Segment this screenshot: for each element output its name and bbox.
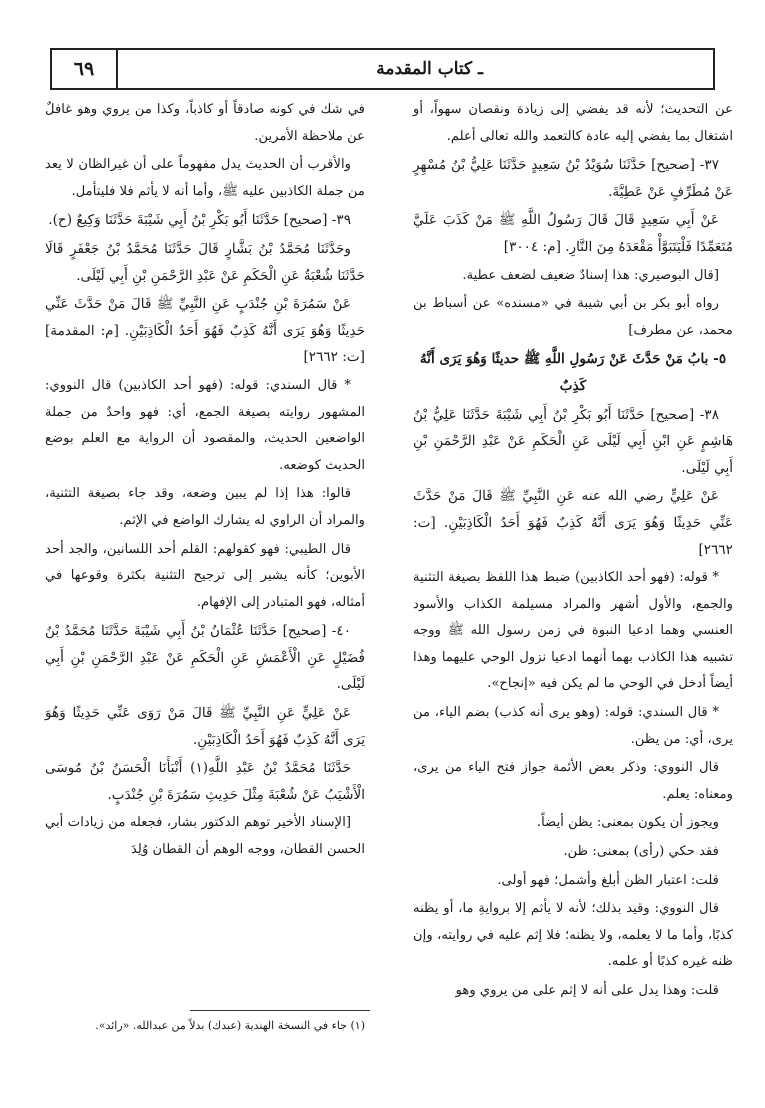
paragraph: قلت: وهذا يدل على أنه لا إثم على من يروي وهو bbox=[455, 983, 719, 998]
chapter-heading: ٥- بابُ مَنْ حَدَّثَ عَنْ رَسُولِ اللَّهِ ﷺ حديثًا وَهُوَ يَرَى أَنَّهُ كَذِبٌ bbox=[419, 351, 727, 394]
hadith-isnad: ٣٨- [صحيح] حَدَّثَنَا أَبُو بَكْرِ بْنُ أَبِي شَيْبَةَ حَدَّثَنَا عَلِيُّ بْنُ هَاشِمٍ عَنِ ابْنِ أَبِي لَيْلَى عَنِ الْحَكَمِ عَنْ عَبْدِ الرَّحْمَنِ بْنِ أَبِي لَيْلَى. bbox=[413, 406, 733, 476]
paragraph: [قال البوصيري: هذا إسنادٌ ضعيف لضعف عطية. bbox=[462, 267, 719, 283]
paragraph: عن التحديث؛ لأنه قد يفضي إلى زيادة ونقصان سهواً، أو اشتغال بما يفضي إليه عادة كالتعمد والله تعالى أعلم. bbox=[413, 102, 733, 144]
hadith-matn: عَنْ أَبِي سَعِيدٍ قَالَ قَالَ رَسُولُ اللَّهِ ﷺ مَنْ كَذَبَ عَلَيَّ مُتَعَمِّدًا فَلْيَتَبَوَّأْ مَقْعَدَهُ مِنَ النَّارِ. [م: ٣٠٠٤] bbox=[413, 212, 733, 255]
hadith-isnad: وحَدَّثَنَا مُحَمَّدُ بْنُ بَشَّارٍ قَالَ حَدَّثَنَا مُحَمَّدُ بْنُ جَعْفَرٍ قَالَا حَدَّثَنَا شُعْبَةُ عَنِ الْحَكَمِ عَنْ عَبْدِ الرَّحْمَنِ بْنِ أَبِي لَيْلَى. bbox=[45, 240, 365, 284]
header-divider bbox=[116, 50, 118, 88]
book-title: ـ كتاب المقدمة bbox=[376, 59, 483, 79]
paragraph: قلت: اعتبار الظن أبلغ وأشمل؛ فهو أولى. bbox=[497, 872, 719, 888]
paragraph: قال النووي: وذكر بعض الأئمة جواز فتح الياء من يرى، ومعناه: يعلم. bbox=[413, 760, 733, 802]
paragraph: قالوا: هذا إذا لم يبين وضعه، وقد جاء بصيغة التثنية، والمراد أن الراوي له يشارك الواضع في الإثم. bbox=[45, 486, 365, 528]
hadith-matn: عَنْ عَلِيٍّ رضي الله عنه عَنِ النَّبِيِّ ﷺ قَالَ مَنْ حَدَّثَ عَنِّي حَدِيثًا وَهُوَ يَرَى أَنَّهُ كَذِبٌ فَهُوَ أَحَدُ الْكَاذِبَيْنِ. [ت: ٢٦٦٢] bbox=[413, 488, 733, 558]
hadith-isnad: ٣٧- [صحيح] حَدَّثَنَا سُوَيْدُ بْنُ سَعِيدٍ حَدَّثَنَا عَلِيُّ بْنُ مُسْهِرٍ عَنْ مُطَرِّفٍ عَنْ عَطِيَّةَ. bbox=[413, 157, 733, 200]
footnote-rule bbox=[190, 1010, 370, 1011]
page-number: ٦٩ bbox=[73, 58, 95, 80]
paragraph: ويجوز أن يكون بمعنى: يظن أيضاً. bbox=[536, 815, 719, 831]
paragraph: والأقرب أن الحديث يدل مفهوماً على أن غيرالظان لا يعد من جملة الكاذبين عليه ﷺ، وأما أنه لا يأثم فلا فليتأمل. bbox=[45, 157, 365, 199]
commentary: * قال السندي: قوله: (فهو أحد الكاذبين) قال النووي: المشهور روايته بصيغة الجمع، أي: فهو واحدٌ من جملة الواضعين الحديث، والمقصود أن الرواية مع العلم بوضع الحديث كوضعه. bbox=[45, 377, 365, 473]
commentary: * قوله: (فهو أحد الكاذبين) ضبط هذا اللفظ بصيغة التثنية والجمع، والأول أشهر والمراد مسيلمة الكذاب والأسود العنسي وهما ادعيا النبوة في زمن رسول الله ﷺ ووجه تشبيه هذا الكاذب بهما أنهما ادعيا نزول الوحي عليهما وهذا أيضاً أدخل في الوحي ما لم يكن فيه «إنجاح». bbox=[413, 570, 733, 692]
hadith-isnad: ٣٩- [صحيح] حَدَّثَنَا أَبُو بَكْرِ بْنُ أَبِي شَيْبَةَ حَدَّثَنَا وَكِيعٌ (ح). bbox=[48, 212, 351, 229]
paragraph: رواه أبو بكر بن أبي شيبة في «مسنده» عن أسباط بن محمد، عن مطرف] bbox=[413, 296, 733, 338]
hadith-matn: عَنْ سَمُرَةَ بْنِ جُنْدَبٍ عَنِ النَّبِيِّ ﷺ قَالَ مَنْ حَدَّثَ عَنِّي حَدِيثًا وَهُوَ يَرَى أَنَّهُ كَذِبٌ فَهُوَ أَحَدُ الْكَاذِبَيْنِ. [م: المقدمة] [ت: ٢٦٦٢] bbox=[45, 296, 365, 366]
paragraph: فقد حكي (رأى) بمعنى: ظن. bbox=[563, 844, 719, 860]
hadith-isnad: حَدَّثَنَا مُحَمَّدُ بْنُ عَبْدِ اللَّهِ(١) أَنْبَأَنَا الْحَسَنُ بْنُ مُوسَى الْأَشْيَبُ عَنْ شُعْبَةَ مِثْلَ حَدِيثِ سَمُرَةَ بْنِ جُنْدَبٍ. bbox=[45, 760, 365, 803]
paragraph: قال الطيبي: فهو كقولهم: القلم أحد اللسانين، والجد أحد الأبوين؛ كأنه يشير إلى ترجيح التثنية بكثرة وقوعها في أمثاله، فهو المتبادر إلى الإفهام. bbox=[45, 541, 365, 610]
hadith-matn: عَنْ عَلِيٍّ عَنِ النَّبِيِّ ﷺ قَالَ مَنْ رَوَى عَنِّي حَدِيثًا وَهُوَ يَرَى أَنَّهُ كَذِبٌ فَهُوَ أَحَدُ الْكَاذِبَيْنِ. bbox=[45, 705, 365, 748]
paragraph: [الإسناد الأخير توهم الدكتور بشار، فجعله من زيادات أبي الحسن القطان، ووجه الوهم أن القطان وُلِدَ bbox=[45, 815, 365, 858]
page-header bbox=[50, 48, 715, 90]
footnote: (١) جاء في النسخة الهندية (عبدك) بدلاً من عبدالله. «رائد». bbox=[95, 1019, 365, 1032]
paragraph: قال النووي: وقيد بذلك؛ لأنه لا يأثم إلا بروايةِ ما، أو يظنه كذبًا، وأما ما لا يعلمه، ولا يظنه؛ فلا إثم عليه في روايته، وإن ظنه غيره كذبًا أو علمه. bbox=[413, 901, 733, 970]
commentary: * قال السندي: قوله: (وهو يرى أنه كذب) بضم الياء، من يرى، أي: من يظن. bbox=[413, 705, 733, 747]
hadith-isnad: ٤٠- [صحيح] حَدَّثَنَا عُثْمَانُ بْنُ أَبِي شَيْبَةَ حَدَّثَنَا مُحَمَّدُ بْنُ فُضَيْلٍ عَنِ الْأَعْمَشِ عَنِ الْحَكَمِ عَنْ عَبْدِ الرَّحْمَنِ بْنِ أَبِي لَيْلَى. bbox=[45, 623, 365, 693]
right-column bbox=[413, 97, 733, 1007]
paragraph: في شك في كونه صادقاً أو كاذباً، وكذا من يروي وهو غافلٌ عن ملاحظة الأمرين. bbox=[45, 102, 365, 144]
left-column bbox=[45, 97, 365, 866]
